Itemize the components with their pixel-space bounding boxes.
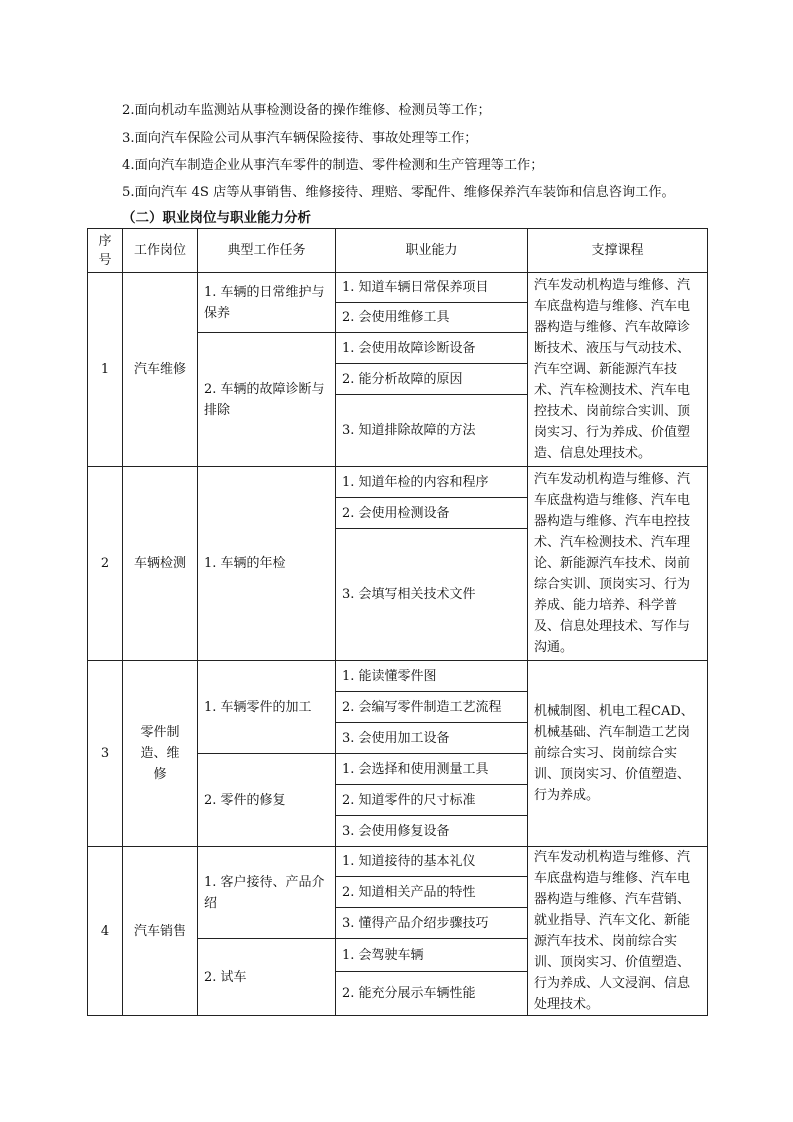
row-courses: 汽车发动机构造与维修、汽车底盘构造与维修、汽车电器构造与维修、汽车故障诊断技术、液压与气动技术、汽车空调、新能源汽车技术、汽车检测技术、汽车电控技术、岗前综合实训、顶岗实习、行为养成、价值塑造、信息处理技术。 <box>528 273 708 467</box>
header-post: 工作岗位 <box>123 229 198 273</box>
row-ability: 2. 会使用检测设备 <box>336 498 528 529</box>
row-ability: 1. 会使用故障诊断设备 <box>336 333 528 364</box>
job-ability-table <box>87 228 708 1016</box>
row-post: 零件制造、维修 <box>123 661 198 847</box>
row-task: 1. 车辆零件的加工 <box>198 661 336 754</box>
row-ability: 3. 会使用修复设备 <box>336 816 528 847</box>
row-post: 车辆检测 <box>123 467 198 661</box>
row-task: 1. 客户接待、产品介绍 <box>198 847 336 939</box>
row-no: 1 <box>88 273 123 467</box>
row-task: 2. 车辆的故障诊断与排除 <box>198 333 336 467</box>
row-ability: 3. 知道排除故障的方法 <box>336 395 528 467</box>
row-no: 4 <box>88 847 123 1016</box>
row-ability: 1. 能读懂零件图 <box>336 661 528 692</box>
row-ability: 1. 知道年检的内容和程序 <box>336 467 528 498</box>
row-ability: 1. 知道车辆日常保养项目 <box>336 273 528 303</box>
paragraph-5: 5.面向汽车 4S 店等从事销售、维修接待、理赔、零配件、维修保养汽车装饰和信息咨询工作。 <box>122 185 675 200</box>
row-ability: 2. 能分析故障的原因 <box>336 364 528 395</box>
row-ability: 2. 知道相关产品的特性 <box>336 877 528 908</box>
row-ability: 3. 会使用加工设备 <box>336 723 528 754</box>
row-ability: 2. 知道零件的尺寸标准 <box>336 785 528 816</box>
row-courses: 汽车发动机构造与维修、汽车底盘构造与维修、汽车电器构造与维修、汽车营销、就业指导、汽车文化、新能源汽车技术、岗前综合实训、顶岗实习、价值塑造、行为养成、人文浸润、信息处理技术。 <box>528 847 708 1016</box>
row-task: 1. 车辆的年检 <box>198 467 336 661</box>
row-courses: 汽车发动机构造与维修、汽车底盘构造与维修、汽车电器构造与维修、汽车电控技术、汽车检测技术、汽车理论、新能源汽车技术、岗前综合实训、顶岗实习、行为养成、能力培养、科学普及、信息处理技术、写作与沟通。 <box>528 467 708 661</box>
header-course: 支撑课程 <box>528 229 708 273</box>
row-ability: 3. 会填写相关技术文件 <box>336 529 528 661</box>
row-post: 汽车维修 <box>123 273 198 467</box>
row-no: 3 <box>88 661 123 847</box>
table-row <box>88 847 708 877</box>
paragraph-2: 2.面向机动车监测站从事检测设备的操作维修、检测员等工作； <box>122 103 491 118</box>
table-row <box>88 273 708 303</box>
paragraph-3: 3.面向汽车保险公司从事汽车辆保险接待、事故处理等工作； <box>122 131 478 146</box>
row-ability: 2. 会编写零件制造工艺流程 <box>336 692 528 723</box>
paragraph-4: 4.面向汽车制造企业从事汽车零件的制造、零件检测和生产管理等工作； <box>122 158 544 173</box>
header-task: 典型工作任务 <box>198 229 336 273</box>
row-task: 1. 车辆的日常维护与保养 <box>198 273 336 333</box>
table-row <box>88 661 708 692</box>
row-ability: 1. 知道接待的基本礼仪 <box>336 847 528 877</box>
row-ability: 3. 懂得产品介绍步骤技巧 <box>336 908 528 939</box>
row-task: 2. 试车 <box>198 939 336 1016</box>
row-task: 2. 零件的修复 <box>198 754 336 847</box>
header-no: 序号 <box>88 229 123 273</box>
row-no: 2 <box>88 467 123 661</box>
row-ability: 1. 会驾驶车辆 <box>336 939 528 972</box>
table-row <box>88 467 708 498</box>
row-courses: 机械制图、机电工程CAD、机械基础、汽车制造工艺岗前综合实习、岗前综合实训、顶岗实习、价值塑造、行为养成。 <box>528 661 708 847</box>
section-title: （二）职业岗位与职业能力分析 <box>122 210 311 226</box>
table-header-row <box>88 229 708 273</box>
row-post: 汽车销售 <box>123 847 198 1016</box>
row-ability: 2. 会使用维修工具 <box>336 303 528 333</box>
row-ability: 2. 能充分展示车辆性能 <box>336 972 528 1016</box>
row-ability: 1. 会选择和使用测量工具 <box>336 754 528 785</box>
header-ability: 职业能力 <box>336 229 528 273</box>
